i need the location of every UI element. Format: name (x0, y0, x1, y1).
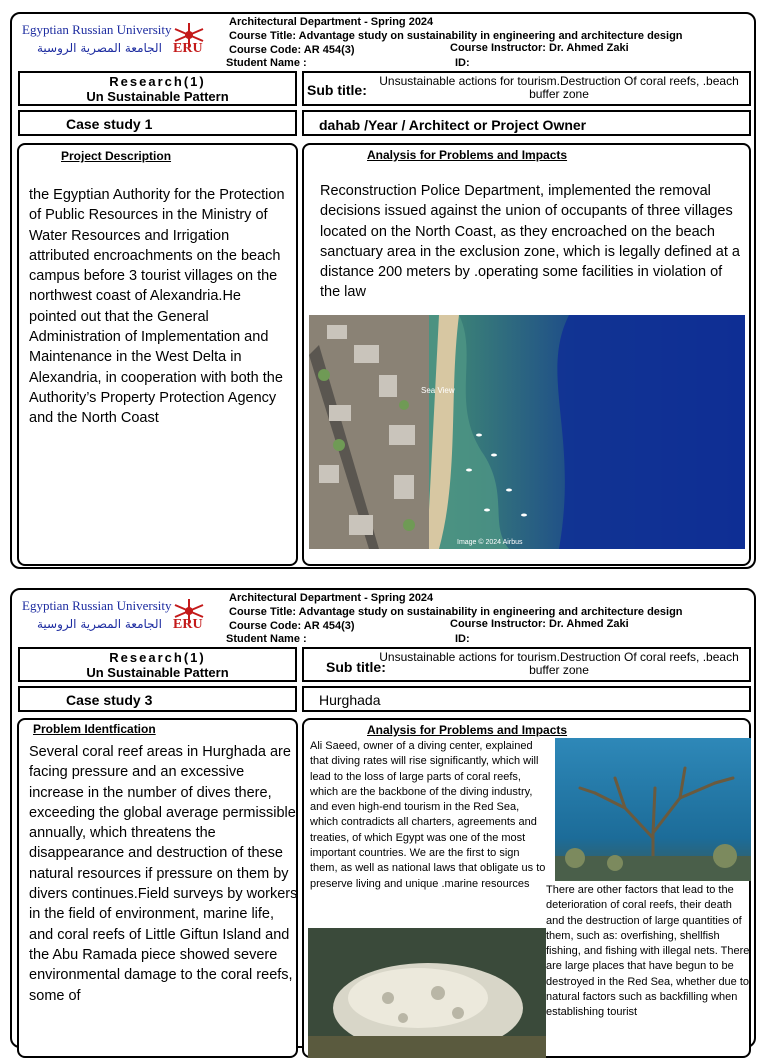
problem-identification-text: Several coral reef areas in Hurghada are facing pressure and an excessive increase in the number of dives there, exceeding the global average permissible annually, which threatens the disappearance and destruction of these natural resources if pressure on them by divers continues.Field surveys by workers in the field of environment, marine life, and coral reefs of Little Giftun Island and the Abu Ramada piece showed severe environmental damage to the coral reefs, some of (29, 744, 298, 1004)
problem-identification-panel (17, 718, 298, 1058)
analysis-title: Analysis for Problems and Impacts (367, 148, 568, 162)
research-box (18, 647, 297, 682)
analysis-panel (302, 143, 751, 566)
research-title: Research(1) (109, 74, 206, 89)
case-location: Hurghada (319, 692, 381, 708)
course-instructor: Course Instructor: Dr. Ahmed Zaki (450, 42, 629, 54)
analysis-panel (302, 718, 751, 1058)
course-title: Course Title: Advantage study on sustainability in engineering and architecture design (229, 606, 683, 618)
course-code: Course Code: AR 454(3) (229, 620, 355, 632)
case-location-box (302, 110, 751, 136)
bleached-coral-image (308, 928, 546, 1058)
subtitle-text: Unsustainable actions for tourism.Destruction Of coral reefs, .beach buffer zone (379, 650, 739, 677)
case-study-label: Case study 1 (66, 116, 153, 132)
university-name-ar: الجامعة المصرية الروسية (37, 617, 162, 631)
map-label: Sea View (421, 386, 455, 395)
document-page-1 (10, 12, 756, 569)
case-study-box (18, 110, 297, 136)
analysis-title: Analysis for Problems and Impacts (367, 723, 568, 737)
image-credit: Image © 2024 Airbus (457, 539, 523, 546)
subtitle-text: Unsustainable actions for tourism.Destruction Of coral reefs, .beach buffer zone (379, 74, 739, 101)
course-instructor: Course Instructor: Dr. Ahmed Zaki (450, 618, 629, 630)
bleached-coral-photo (308, 928, 546, 1058)
analysis-text-a: Ali Saeed, owner of a diving center, explained that diving rates will rise significantly, which will lead to the loss of large parts of coral reefs, which are the backbone of the diving industry, and even high-end tourism in the Red Sea, which contradicts all charters, agreements and treaties, of which Egypt was one of the most important countries. We are the first to sign them, as well as national laws that obligate us to preserve living and unique .marine resources (310, 740, 546, 890)
aerial-coast-image (309, 315, 745, 549)
document-page-2 (10, 588, 756, 1048)
course-title: Course Title: Advantage study on sustainability in engineering and architecture design (229, 30, 683, 42)
student-name-label: Student Name : (226, 57, 307, 69)
analysis-text-b: There are other factors that lead to the deterioration of coral reefs, their death and the destruction of large quantities of them, such as: overfishing, shellfish fishing, and fishing with illegal nets. There are large places that have begun to be destroyed in the Red Sea, whether due to natural factors such as backfilling when establishing tourist (546, 884, 750, 1019)
department-line: Architectural Department - Spring 2024 (229, 16, 434, 28)
university-name-en: Egyptian Russian University (22, 598, 172, 613)
eru-logo-text: ERU (173, 41, 203, 56)
case-location-box (302, 686, 751, 712)
coral-reef-photo (555, 738, 751, 881)
analysis-text: Reconstruction Police Department, implemented the removal decisions issued against the union of occupants of three villages located on the North Coast, as they encroached on the beach sanctuary area in the exclusion zone, which is legally defined at a distance 200 meters by .operating some facilities in violation of the law (320, 183, 740, 301)
university-name-en: Egyptian Russian University (22, 22, 172, 37)
eru-logo-text: ERU (173, 617, 203, 632)
case-study-box (18, 686, 297, 712)
subtitle-box (302, 71, 751, 106)
student-name-label: Student Name : (226, 633, 307, 645)
research-pattern: Un Sustainable Pattern (86, 665, 229, 680)
subtitle-box (302, 647, 751, 682)
project-description-panel (17, 143, 298, 566)
coral-reef-image (555, 738, 751, 881)
university-name-ar: الجامعة المصرية الروسية (37, 41, 162, 55)
subtitle-label: Sub title: (307, 82, 367, 98)
aerial-coast-photo (309, 315, 745, 549)
project-description-title: Project Description (61, 149, 172, 163)
id-label: ID: (455, 633, 470, 645)
problem-identification-title: Problem Identfication (33, 722, 156, 736)
id-label: ID: (455, 57, 470, 69)
research-title: Research(1) (109, 650, 206, 665)
department-line: Architectural Department - Spring 2024 (229, 592, 434, 604)
case-study-label: Case study 3 (66, 692, 153, 708)
project-description-text: the Egyptian Authority for the Protection of Public Resources in the Ministry of Water Resources and Irrigation attributed encroachments on the beach campus before 3 tourist villages on the northwest coast of Alexandria.He pointed out that the General Administration of Implementation and Maintenance in the West Delta in Alexandria, in cooperation with both the Authority’s Property Protection Agency and the North Coast (29, 187, 285, 427)
course-code: Course Code: AR 454(3) (229, 44, 355, 56)
subtitle-label: Sub title: (326, 659, 386, 675)
research-pattern: Un Sustainable Pattern (86, 89, 229, 104)
case-location: dahab /Year / Architect or Project Owner (319, 117, 587, 133)
research-box (18, 71, 297, 106)
